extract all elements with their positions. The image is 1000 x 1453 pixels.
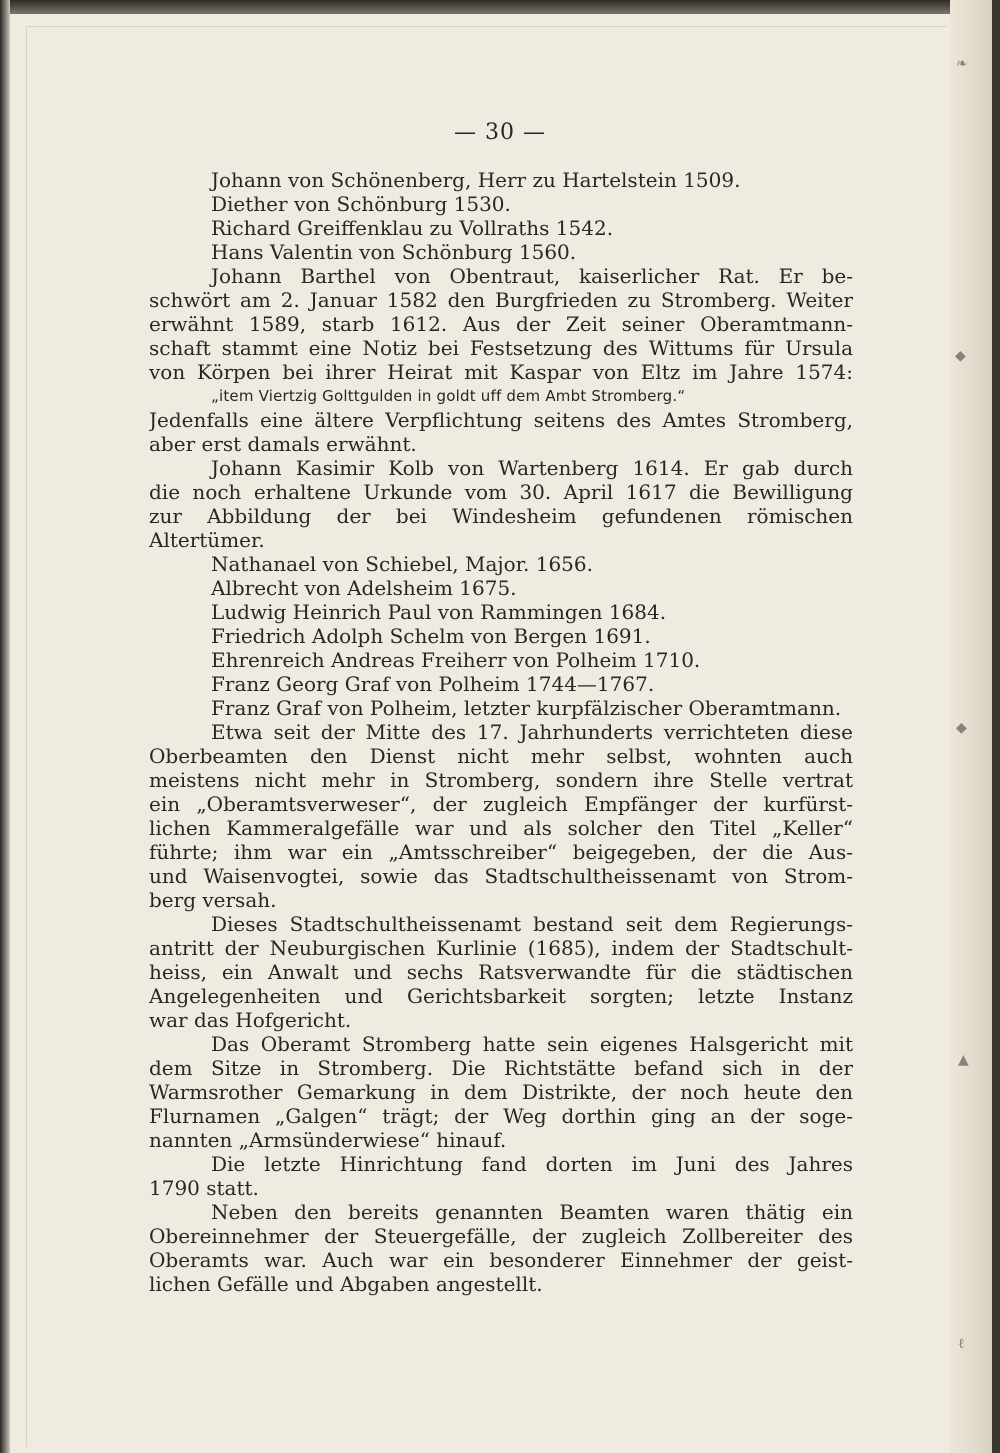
text-line: Albrecht von Adelsheim 1675. <box>211 576 517 600</box>
margin-mark: ❧ <box>956 56 968 72</box>
page-number: — 30 — <box>454 120 546 145</box>
margin-mark: ▲ <box>958 1052 969 1068</box>
text-line: und Waisenvogtei, sowie das Stadtschultheissenamt von Strom- <box>149 864 853 888</box>
text-line: schaft stammt eine Notiz bei Festsetzung des Wittums für Ursula <box>149 336 853 360</box>
text-line: „item Viertzig Golttgulden in goldt uff dem Ambt Stromberg.“ <box>211 387 686 405</box>
text-line: dem Sitze in Stromberg. Die Richtstätte befand sich in der <box>149 1056 853 1080</box>
text-line: lichen Gefälle und Abgaben angestellt. <box>149 1272 543 1296</box>
text-line: Altertümer. <box>149 528 265 552</box>
text-line: Warmsrother Gemarkung in dem Distrikte, der noch heute den <box>149 1080 853 1104</box>
text-line: ein „Oberamtsverweser“, der zugleich Empfänger der kurfürst- <box>149 792 853 816</box>
text-line: Neben den bereits genannten Beamten waren thätig ein <box>211 1200 853 1224</box>
text-line: Franz Georg Graf von Polheim 1744—1767. <box>211 672 655 696</box>
text-line: Angelegenheiten und Gerichtsbarkeit sorgten; letzte Instanz <box>149 984 853 1008</box>
text-line: von Körpen bei ihrer Heirat mit Kaspar von Eltz im Jahre 1574: <box>149 360 853 384</box>
scan-left-edge <box>0 0 10 1453</box>
text-line: erwähnt 1589, starb 1612. Aus der Zeit seiner Oberamtmann- <box>149 312 853 336</box>
scan-right-edge <box>992 0 1000 1453</box>
text-line: Ehrenreich Andreas Freiherr von Polheim 1710. <box>211 648 701 672</box>
text-line: nannten „Armsünderwiese“ hinauf. <box>149 1128 507 1152</box>
text-line: heiss, ein Anwalt und sechs Ratsverwandte für die städtischen <box>149 960 853 984</box>
text-line: Flurnamen „Galgen“ trägt; der Weg dorthin ging an der soge- <box>149 1104 853 1128</box>
scan-top-edge <box>0 0 1000 14</box>
text-line: aber erst damals erwähnt. <box>149 432 417 456</box>
text-line: Johann Kasimir Kolb von Wartenberg 1614. Er gab durch <box>211 456 853 480</box>
body-text <box>149 168 853 1296</box>
text-line: Oberamts war. Auch war ein besonderer Einnehmer der geist- <box>149 1248 853 1272</box>
text-line: Oberbeamten den Dienst nicht mehr selbst, wohnten auch <box>149 744 853 768</box>
text-line: führte; ihm war ein „Amtsschreiber“ beigegeben, der die Aus- <box>149 840 853 864</box>
text-line: Hans Valentin von Schönburg 1560. <box>211 240 577 264</box>
text-line: war das Hofgericht. <box>149 1008 352 1032</box>
text-line: Johann Barthel von Obentraut, kaiserlicher Rat. Er be- <box>211 264 853 288</box>
text-line: meistens nicht mehr in Stromberg, sondern ihre Stelle vertrat <box>149 768 853 792</box>
text-line: Ludwig Heinrich Paul von Rammingen 1684. <box>211 600 667 624</box>
margin-mark: ℓ <box>958 1336 965 1352</box>
text-line: Das Oberamt Stromberg hatte sein eigenes Halsgericht mit <box>211 1032 853 1056</box>
text-line: Die letzte Hinrichtung fand dorten im Juni des Jahres <box>211 1152 853 1176</box>
margin-mark: ◆ <box>955 348 966 364</box>
margin-mark: ◆ <box>956 720 967 736</box>
text-line: antritt der Neuburgischen Kurlinie (1685), indem der Stadtschult- <box>149 936 853 960</box>
text-line: Franz Graf von Polheim, letzter kurpfälzischer Oberamtmann. <box>211 696 842 720</box>
text-line: 1790 statt. <box>149 1176 259 1200</box>
text-line: lichen Kammeralgefälle war und als solcher den Titel „Keller“ <box>149 816 853 840</box>
text-line: zur Abbildung der bei Windesheim gefundenen römischen <box>149 504 853 528</box>
text-line: die noch erhaltene Urkunde vom 30. April 1617 die Bewilligung <box>149 480 853 504</box>
text-line: berg versah. <box>149 888 277 912</box>
text-line: Jedenfalls eine ältere Verpflichtung seitens des Amtes Stromberg, <box>149 408 853 432</box>
text-line: Nathanael von Schiebel, Major. 1656. <box>211 552 593 576</box>
text-line: schwört am 2. Januar 1582 den Burgfrieden zu Stromberg. Weiter <box>149 288 853 312</box>
text-line: Richard Greiffenklau zu Vollraths 1542. <box>211 216 614 240</box>
text-line: Etwa seit der Mitte des 17. Jahrhunderts verrichteten diese <box>211 720 853 744</box>
text-line: Johann von Schönenberg, Herr zu Hartelstein 1509. <box>211 168 741 192</box>
text-line: Diether von Schönburg 1530. <box>211 192 511 216</box>
text-line: Obereinnehmer der Steuergefälle, der zugleich Zollbereiter des <box>149 1224 853 1248</box>
text-line: Friedrich Adolph Schelm von Bergen 1691. <box>211 624 651 648</box>
text-line: Dieses Stadtschultheissenamt bestand seit dem Regierungs- <box>211 912 853 936</box>
